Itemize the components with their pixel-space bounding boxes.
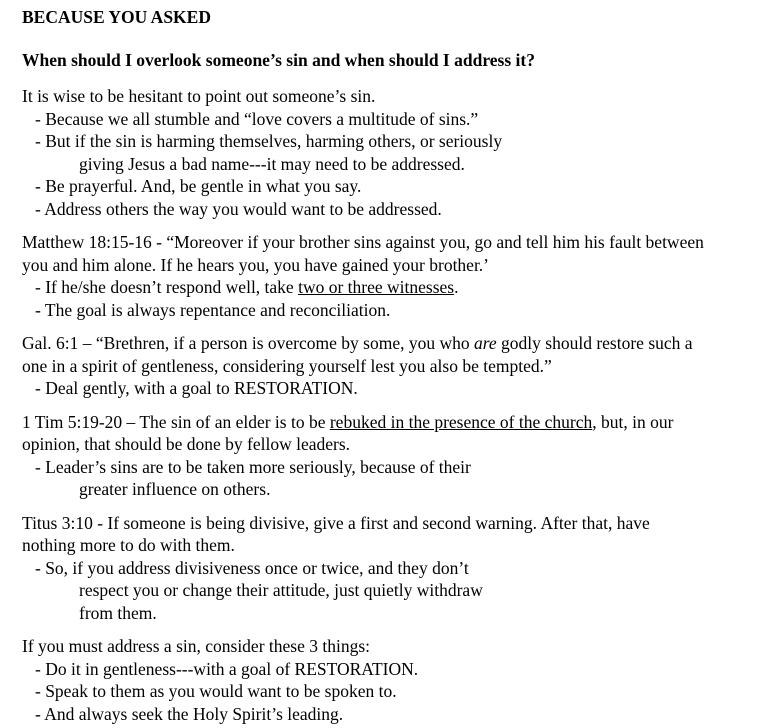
italic-text: are <box>473 333 497 353</box>
bullet-item: - The goal is always repentance and reconciliation. <box>35 299 391 320</box>
scripture-line <box>22 332 766 355</box>
bullet-item: - Address others the way you would want to be addressed. <box>35 198 442 219</box>
bullet-item: - Do it in gentleness---with a goal of RESTORATION. <box>35 658 419 679</box>
bullet-item-continuation: respect you or change their attitude, just quietly withdraw <box>79 580 483 600</box>
text-run: . <box>454 277 459 297</box>
section-intro: It is wise to be hesitant to point out someone’s sin. <box>22 86 376 106</box>
text-run: , but, in our <box>592 411 674 432</box>
scripture-line: opinion, that should be done by fellow leaders. <box>22 434 351 454</box>
scripture-line: nothing more to do with them. <box>22 535 235 555</box>
bullet-item <box>22 276 766 299</box>
scripture-line <box>22 411 766 434</box>
section-hesitant <box>22 85 766 220</box>
bullet-item-continuation: from them. <box>79 602 157 623</box>
underlined-text: rebuked in the presence of the church <box>329 411 593 432</box>
text-run: godly should restore such a <box>496 333 693 353</box>
text-run: 1 Tim 5:19-20 – The sin of an elder is to be <box>22 411 330 432</box>
bullet-item-continuation: greater influence on others. <box>79 479 271 499</box>
scripture-line: you and him alone. If he hears you, you have gained your brother.’ <box>22 254 490 275</box>
bullet-item: - And always seek the Holy Spirit’s leading. <box>35 703 344 724</box>
document-page <box>22 0 766 725</box>
bullet-item: - Because we all stumble and “love covers a multitude of sins.” <box>35 108 479 129</box>
underlined-text: two or three witnesses <box>298 277 455 297</box>
question-heading: When should I overlook someone’s sin and when should I address it? <box>22 49 535 70</box>
section-intro: If you must address a sin, consider these 3 things: <box>22 636 371 656</box>
bullet-item: - So, if you address divisiveness once or twice, and they don’t <box>35 557 469 578</box>
bullet-item: - Speak to them as you would want to be spoken to. <box>35 681 397 701</box>
text-run: Gal. 6:1 – “Brethren, if a person is overcome by some, you who <box>22 333 474 353</box>
section-summary <box>22 635 766 725</box>
scripture-line: Matthew 18:15-16 - “Moreover if your brother sins against you, go and tell him his fault between <box>22 232 704 252</box>
bullet-item: - Be prayerful. And, be gentle in what you say. <box>35 176 362 196</box>
bullet-item: - Leader’s sins are to be taken more seriously, because of their <box>35 456 471 477</box>
section-titus <box>22 512 766 625</box>
bullet-item-continuation: giving Jesus a bad name---it may need to be addressed. <box>79 153 465 174</box>
bullet-item: - But if the sin is harming themselves, harming others, or seriously <box>35 131 503 151</box>
bullet-item: - Deal gently, with a goal to RESTORATION. <box>35 378 358 398</box>
document-title: BECAUSE YOU ASKED <box>22 7 211 27</box>
section-timothy <box>22 411 766 501</box>
scripture-line: one in a spirit of gentleness, considering yourself lest you also be tempted.” <box>22 355 552 376</box>
section-galatians <box>22 332 766 400</box>
section-matthew <box>22 231 766 321</box>
text-run: - If he/she doesn’t respond well, take <box>35 277 299 297</box>
scripture-line: Titus 3:10 - If someone is being divisive, give a first and second warning. After that, have <box>22 512 650 533</box>
